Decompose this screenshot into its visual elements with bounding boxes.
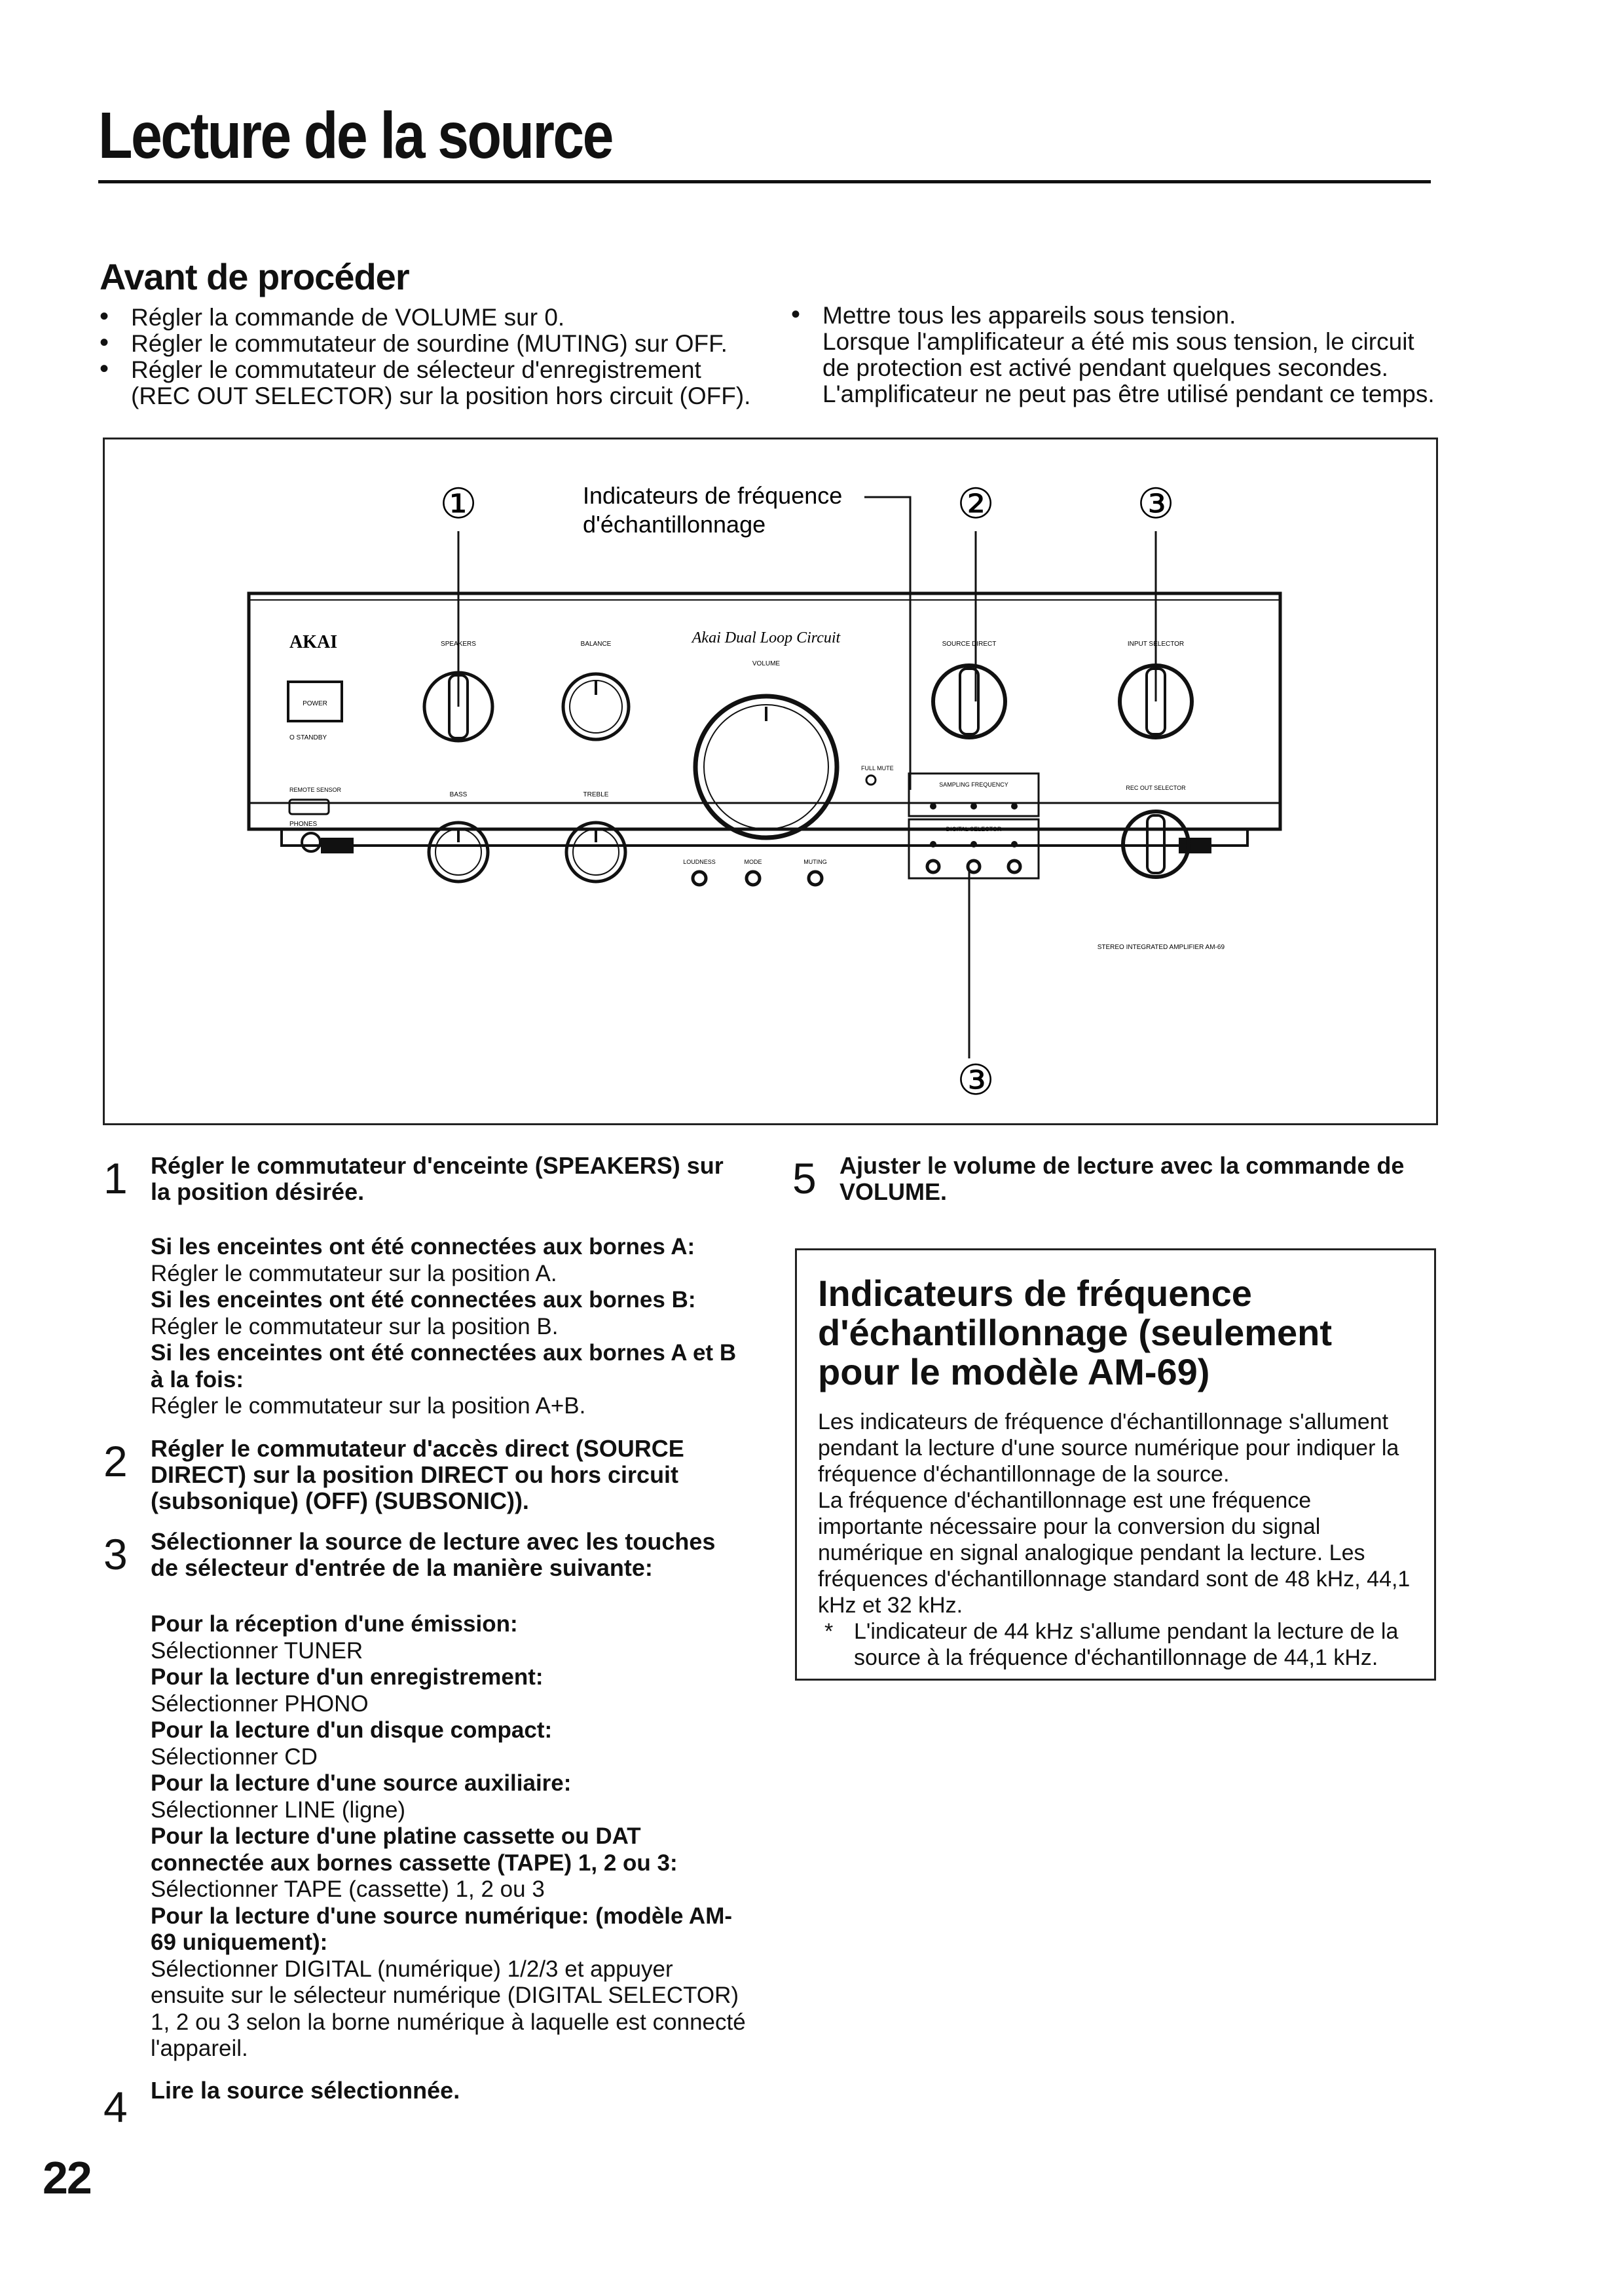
treble-label: TREBLE: [583, 791, 609, 798]
info-box-para-2: La fréquence d'échantillonnage est une fréquence importante nécessaire pour la conversion du signal numérique en signal analogique pendant la lecture. Les fréquences d'échantillonnage standard sont de 48 kHz, 44,1 kHz et 32 kHz.: [818, 1488, 1411, 1618]
option-text: Régler le commutateur sur la position A.: [151, 1260, 557, 1286]
option-head: Si les enceintes ont été connectées aux bornes A:: [151, 1234, 695, 1259]
step-text: Lire la source sélectionnée.: [151, 2077, 460, 2104]
remote-sensor-label: REMOTE SENSOR: [289, 787, 342, 793]
source-direct-knob: [933, 665, 1005, 737]
step-number: 1: [103, 1154, 128, 1202]
power-label: POWER: [303, 700, 327, 707]
step-5: [792, 1153, 1437, 1205]
full-mute-label: FULL MUTE: [861, 765, 894, 772]
volume-label: VOLUME: [752, 660, 781, 667]
note-mark: *: [824, 1619, 834, 1644]
before-heading: Avant de procéder: [100, 256, 409, 297]
brand-logo: AKAI: [289, 632, 338, 652]
amplifier-front-panel-illustration: [105, 439, 1436, 1123]
speaker-options: [151, 1234, 753, 1420]
muting-button: [809, 872, 822, 885]
step-3: [103, 1529, 745, 1581]
bass-label: BASS: [449, 791, 468, 798]
balance-label: BALANCE: [580, 641, 612, 648]
list-item: • Régler la commande de VOLUME sur 0.: [100, 305, 754, 331]
step-text: Sélectionner la source de lecture avec les touches de sélecteur d'entrée de la manière suivante:: [151, 1528, 716, 1581]
step-4: [103, 2077, 745, 2131]
loudness-button: [693, 872, 706, 885]
muting-label: MUTING: [803, 859, 827, 865]
option-head: Pour la lecture d'une source numérique: (modèle AM-69 uniquement):: [151, 1903, 733, 1955]
marker-2: ②: [957, 480, 995, 527]
info-box-note: [818, 1618, 1412, 1671]
step-number: 4: [103, 2083, 128, 2131]
rec-out-selector-label: REC OUT SELECTOR: [1126, 785, 1186, 791]
info-box-para-1: Les indicateurs de fréquence d'échantillonnage s'allument pendant la lecture d'une source numérique pour indiquer la fréquence d'échantillonnage de la source.: [818, 1409, 1399, 1487]
option-head: Pour la lecture d'un enregistrement:: [151, 1664, 544, 1690]
step-1: [103, 1153, 745, 1205]
source-direct-label: SOURCE DIRECT: [942, 641, 997, 648]
option-text: Régler le commutateur sur la position B.: [151, 1313, 559, 1339]
list-item: [791, 303, 1439, 407]
option-text: Sélectionner PHONO: [151, 1690, 369, 1717]
model-label: STEREO INTEGRATED AMPLIFIER AM-69: [1097, 944, 1225, 951]
remote-sensor-window: [289, 800, 329, 814]
option-text: Sélectionner DIGITAL (numérique) 1/2/3 et appuyer ensuite sur le sélecteur numérique (DIGITAL SELECTOR) 1, 2 ou 3 selon la borne numérique à laquelle est connecté l'appareil.: [151, 1956, 746, 2061]
source-options: [151, 1611, 750, 2062]
option-text: Sélectionner CD: [151, 1743, 318, 1770]
speakers-label: SPEAKERS: [441, 641, 476, 648]
title-divider: [98, 180, 1431, 183]
before-left-list: [100, 305, 754, 409]
option-text: Sélectionner LINE (ligne): [151, 1797, 406, 1823]
list-item: • Régler le commutateur de sourdine (MUTING) sur OFF.: [100, 331, 754, 357]
phones-jack: [302, 833, 320, 851]
mode-label: MODE: [744, 859, 762, 865]
digital-selector-label: DIGITAL SELECTOR: [946, 826, 1002, 832]
step-number: 5: [792, 1154, 817, 1202]
before-right-list: [791, 303, 1439, 407]
step-number: 3: [103, 1530, 128, 1578]
option-head: Pour la lecture d'un disque compact:: [151, 1717, 553, 1743]
input-selector-label: INPUT SELECTOR: [1127, 641, 1185, 648]
step-text: Régler le commutateur d'accès direct (SOURCE DIRECT) sur la position DIRECT ou hors circuit (subsonique) (OFF) (SUBSONIC)).: [151, 1435, 684, 1514]
info-box-heading: Indicateurs de fréquence d'échantillonnage (seulement pour le modèle AM-69): [818, 1273, 1333, 1392]
step-number: 2: [103, 1437, 128, 1485]
option-head: Pour la lecture d'une platine cassette ou DAT connectée aux bornes cassette (TAPE) 1, 2 ou 3:: [151, 1823, 678, 1876]
before-right-text: Lorsque l'amplificateur a été mis sous tension, le circuit de protection est activé pendant quelques secondes. L'amplificateur ne peut pas être utilisé pendant ce temps.: [822, 328, 1435, 407]
phones-label: PHONES: [289, 821, 318, 828]
marker-1: ①: [439, 480, 477, 527]
amplifier-diagram: [103, 438, 1438, 1125]
option-text: Sélectionner TUNER: [151, 1637, 363, 1664]
sampling-frequency-label: SAMPLING FREQUENCY: [939, 781, 1008, 788]
option-text: Régler le commutateur sur la position A+B.: [151, 1393, 586, 1419]
option-head: Pour la lecture d'une source auxiliaire:: [151, 1770, 572, 1796]
page-title: Lecture de la source: [98, 99, 612, 172]
step-text: Régler le commutateur d'enceinte (SPEAKERS) sur la position désirée.: [151, 1152, 724, 1205]
page-number: 22: [43, 2152, 91, 2203]
option-head: Si les enceintes ont été connectées aux bornes A et B à la fois:: [151, 1340, 737, 1392]
callout-label-line2: d'échantillonnage: [583, 511, 766, 538]
sampling-frequency-panel: [909, 774, 1039, 816]
note-text: L'indicateur de 44 kHz s'allume pendant la lecture de la source à la fréquence d'échantillonnage de 44,1 kHz.: [854, 1619, 1399, 1670]
option-head: Si les enceintes ont été connectées aux bornes B:: [151, 1287, 696, 1313]
mode-button: [747, 872, 760, 885]
loudness-label: LOUDNESS: [683, 859, 716, 865]
option-head: Pour la réception d'une émission:: [151, 1611, 518, 1637]
standby-label: O STANDBY: [289, 734, 327, 741]
step-2: [103, 1436, 745, 1514]
callout-label-line1: Indicateurs de fréquence: [583, 482, 843, 509]
list-item: • Régler le commutateur de sélecteur d'enregistrement (REC OUT SELECTOR) sur la position hors circuit (OFF).: [100, 357, 754, 409]
step-text: Ajuster le volume de lecture avec la commande de VOLUME.: [840, 1152, 1405, 1205]
script-logo: Akai Dual Loop Circuit: [692, 629, 841, 646]
sampling-frequency-info-box: [795, 1248, 1436, 1681]
marker-3-bottom: ③: [957, 1056, 995, 1104]
marker-3: ③: [1137, 480, 1175, 527]
option-text: Sélectionner TAPE (cassette) 1, 2 ou 3: [151, 1876, 545, 1902]
before-right-bullet: Mettre tous les appareils sous tension.: [822, 302, 1236, 329]
